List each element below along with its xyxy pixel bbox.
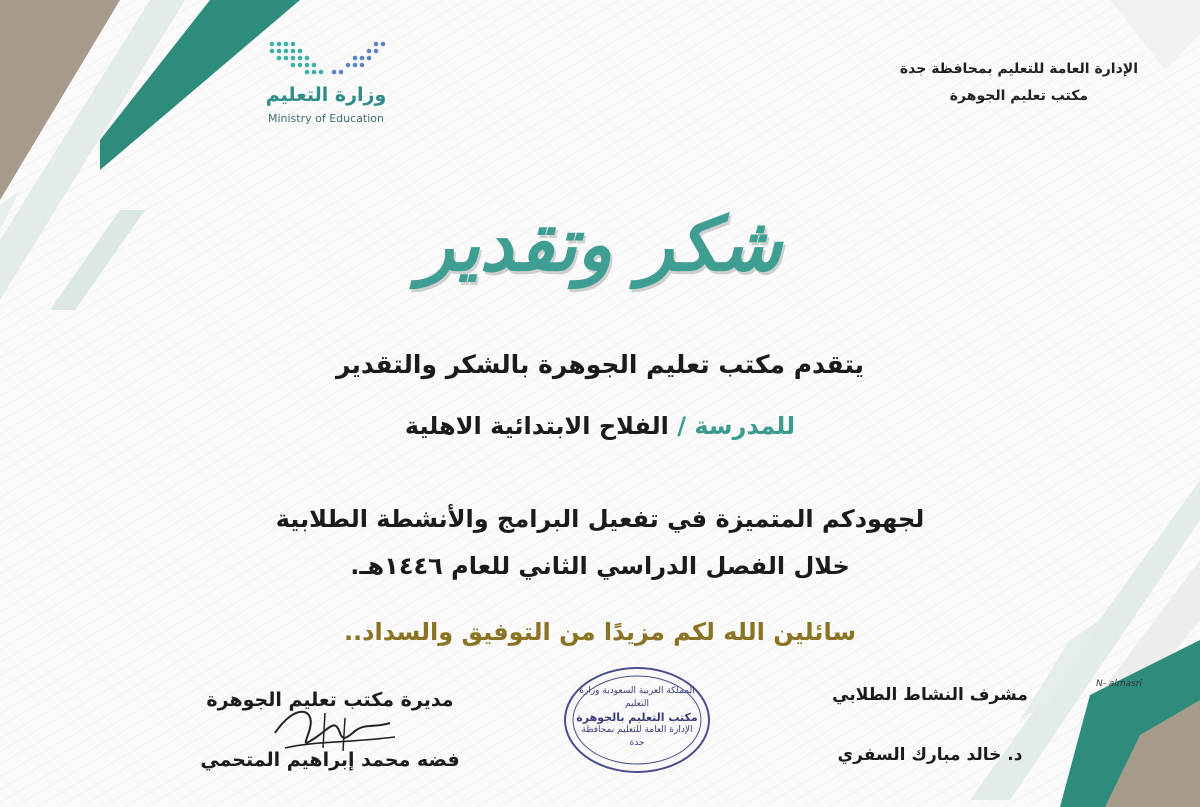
school-line [200, 412, 1000, 440]
stamp-text [576, 685, 698, 750]
certificate-title: شكر وتقدير [418, 202, 782, 288]
intro-line: يتقدم مكتب تعليم الجوهرة بالشكر والتقدير [335, 350, 865, 379]
school-prefix: للمدرسة / [677, 412, 796, 440]
supervisor-title: مشرف النشاط الطلابي [832, 685, 1028, 705]
school-name: الفلاح الابتدائية الاهلية [404, 412, 669, 440]
stamp-bottom: الإدارة العامة للتعليم بمحافظة جدة [581, 725, 693, 748]
logo-arabic: وزارة التعليم [265, 84, 387, 106]
efforts-line: لجهودكم المتميزة في تفعيل البرامج والأنشطة الطلابية [275, 505, 925, 533]
official-stamp [562, 665, 712, 775]
header-line-1: الإدارة العامة للتعليم بمحافظة جدة [899, 61, 1138, 77]
semester-line: خلال الفصل الدراسي الثاني للعام ١٤٤٦هـ. [350, 552, 850, 580]
logo-english: Ministry of Education [267, 112, 384, 125]
stamp-top: المملكة العربية السعودية وزارة التعليم [579, 686, 695, 709]
closing-line: سائلين الله لكم مزيدًا من التوفيق والسداد.. [343, 618, 857, 646]
header-line-2: مكتب تعليم الجوهرة [949, 88, 1089, 104]
handwritten-signature [255, 693, 405, 763]
signature-block-supervisor [800, 665, 1060, 785]
ministry-logo [262, 34, 392, 130]
title-calligraphy [380, 190, 820, 310]
designer-mark: N- almasri [1096, 679, 1143, 689]
director-name: فضه محمد إبراهيم المتحمي [200, 749, 460, 771]
ministry-dots-icon [262, 34, 392, 82]
stamp-main: مكتب التعليم بالجوهرة [576, 711, 698, 724]
supervisor-name: د. خالد مبارك السفري [837, 745, 1023, 765]
header-block [900, 56, 1138, 110]
director-title: مديرة مكتب تعليم الجوهرة [206, 689, 454, 711]
